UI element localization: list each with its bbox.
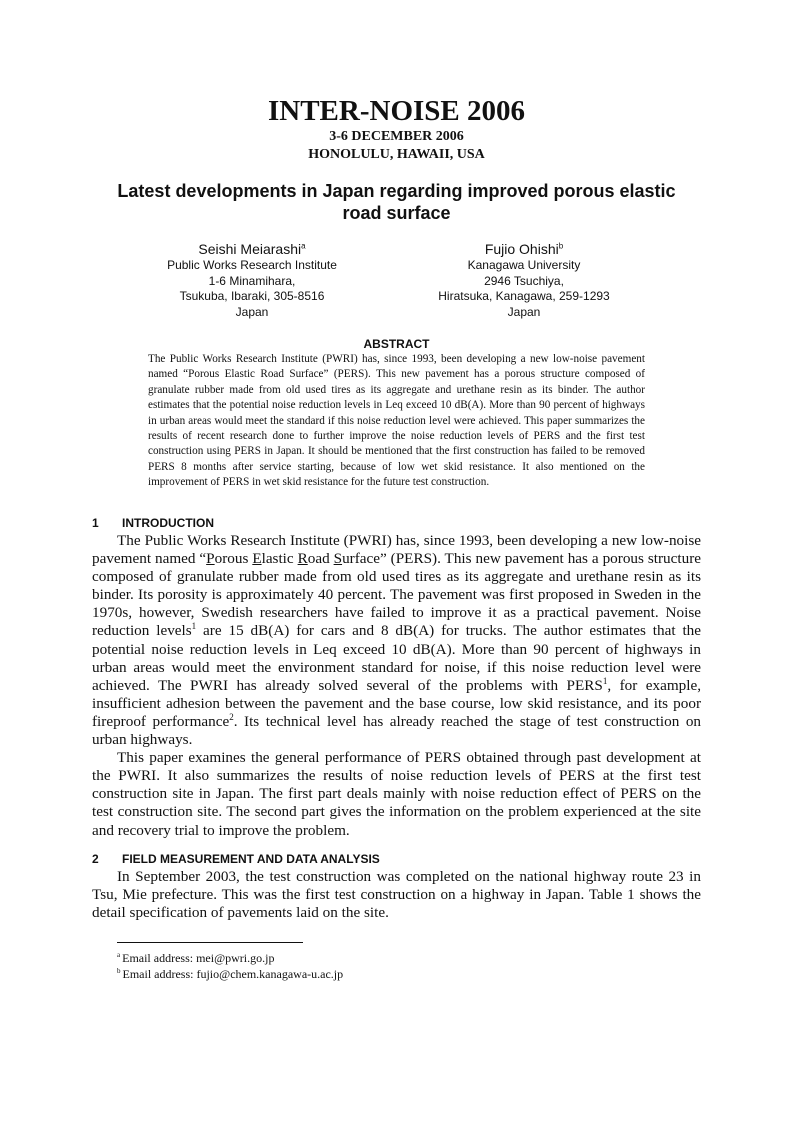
section-title: FIELD MEASUREMENT AND DATA ANALYSIS	[122, 852, 380, 866]
paper-title: Latest developments in Japan regarding improved porous elastic road surface	[117, 181, 676, 223]
citation-ref: 1	[191, 621, 197, 632]
footnotes	[117, 950, 617, 982]
paragraph: In September 2003, the test construction was completed on the national highway route 23 in Tsu, Mie prefecture. This was the first test construction on a highway in Japan. Table 1 shows the detail specification of pavements laid on the site.	[92, 868, 701, 922]
author-address-line: 2946 Tsuchiya,	[484, 273, 564, 288]
author-affiliation: Public Works Research Institute	[167, 258, 337, 272]
conference-location: HONOLULU, HAWAII, USA	[308, 147, 485, 162]
section-heading-field-measurement	[92, 852, 380, 867]
section-number: 1	[92, 516, 99, 530]
author-affiliation: Kanagawa University	[467, 258, 581, 272]
abstract-text: The Public Works Research Institute (PWRI) has, since 1993, been developing a new low-noise pavement named “Porous Elastic Road Surface” (PERS). This new pavement has a porous structure composed of granulate rubber made from old used tires as its aggregate and urethane resin as its binder. The author estimates that the potential noise reduction levels in Leq exceed 10 dB(A). More than 90 percent of highways in urban areas would meet the standard if this noise reduction level were achieved. This paper summarizes the results of recent research done to further improve the noise reduction levels of PERS and the first test construction using PERS in Japan. It should be mentioned that the first construction has failed to be removed PERS 8 months after service starting, because of low wet skid resistance. It also mentioned on the improvement of PERS in wet skid resistance for the future test construction.	[148, 353, 645, 489]
author-address-line: Hiratsuka, Kanagawa, 259-1293	[438, 289, 610, 303]
author-country: Japan	[507, 304, 541, 319]
paragraph: The Public Works Research Institute (PWRI) has, since 1993, been developing a new low-noise pavement named “Porous Elastic Road Surface” (PERS). This new pavement has a porous structure composed of granulate rubber made from old used tires as its aggregate and urethane resin as its binder. Its porosity is approximately 40 percent. The pavement was first proposed in Sweden in the 1970s, however, Swedish researchers have failed to improve it as a practical pavement. Noise reduction levels$^1$ are 15 dB(A) for cars and 8 dB(A) for trucks. The author estimates that the potential noise reduction levels in Leq exceed 10 dB(A). More than 90 percent of highways in urban areas would meet the environment standard for noise, if this noise reduction level were achieved. The PWRI has already solved several of the problems with PERS$^1$, for example, insufficient adhesion between the pavement and the base course, low skid resistance, and its poor fireproof performance$^2$. Its technical level has already reached the stage of test construction on urban highways.	[92, 532, 702, 749]
citation-ref: 2	[229, 711, 234, 722]
author-name: Fujio Ohishi$^b$	[484, 241, 564, 257]
footnote: $^b$ Email address: fujio@chem.kanagawa-u.ac.jp	[117, 967, 344, 981]
section-number: 2	[92, 852, 99, 866]
field-measurement-body	[92, 868, 701, 922]
citation-ref: 1	[602, 675, 608, 686]
author-mark: b	[558, 241, 564, 251]
paragraph: This paper examines the general performance of PERS obtained through past development at the PWRI. It also summarizes the results of noise reduction levels of PERS at the first test construction site in Japan. The first part deals mainly with noise reduction effect of PERS on the test construction site. The second part gives the information on the problem experienced at the site and recovery trial to improve the problem.	[92, 749, 701, 839]
author-country: Japan	[235, 304, 269, 319]
section-title: INTRODUCTION	[122, 516, 214, 530]
author-address-line: 1-6 Minamihara,	[208, 273, 296, 288]
author-block-2	[394, 240, 654, 320]
section-heading-introduction	[92, 516, 214, 531]
abstract-heading: ABSTRACT	[363, 337, 430, 351]
author-name: Seishi Meiarashi$^a$	[198, 241, 306, 257]
footnote-divider	[117, 942, 303, 943]
author-mark: a	[301, 241, 306, 251]
introduction-body	[92, 532, 701, 840]
author-block-1	[122, 240, 382, 320]
conference-dates: 3-6 DECEMBER 2006	[329, 129, 464, 144]
conference-title: INTER-NOISE 2006	[267, 95, 526, 127]
footnote: $^a$ Email address: mei@pwri.go.jp	[117, 951, 275, 965]
author-address-line: Tsukuba, Ibaraki, 305-8516	[179, 289, 325, 303]
